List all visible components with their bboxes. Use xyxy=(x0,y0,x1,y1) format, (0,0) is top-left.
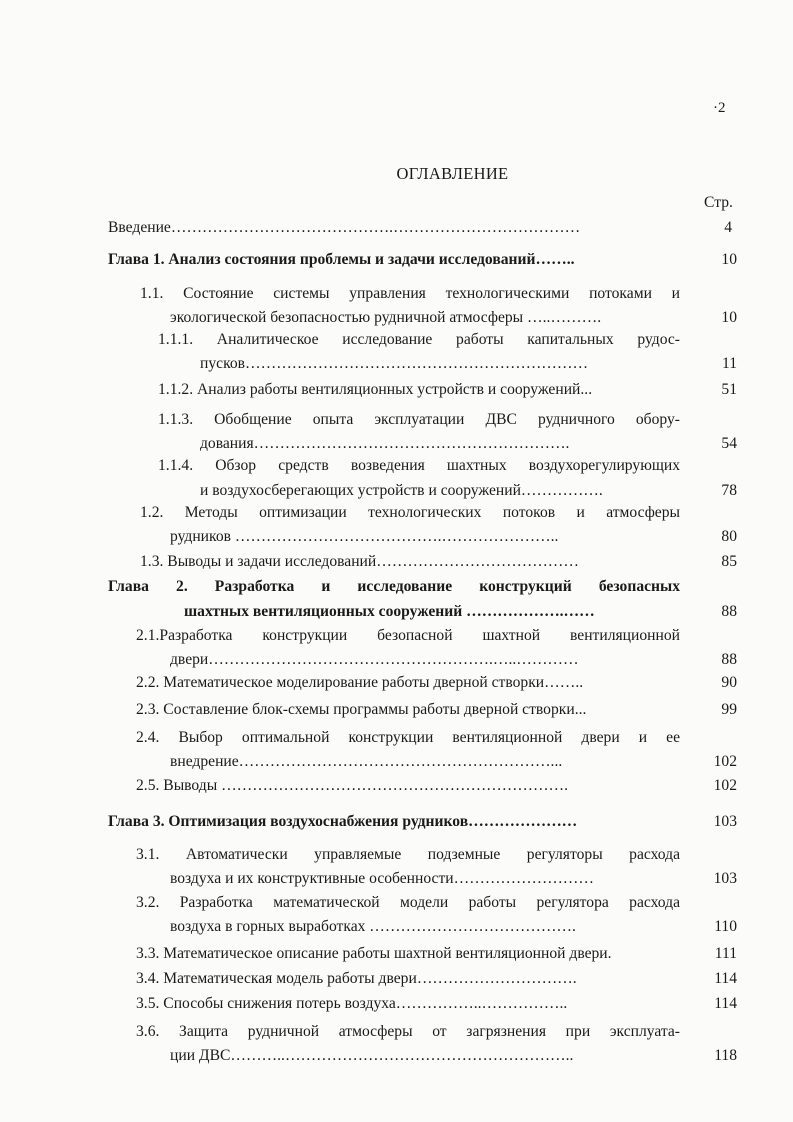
toc-entry-chapter-2-line2[interactable]: шахтных вентиляционных сооружений ……………….…… xyxy=(184,603,595,620)
toc-page-2-3: 99 xyxy=(721,701,737,718)
toc-entry-1-1-4-line1[interactable]: 1.1.4. Обзор средств возведения шахтных воздухорегулирующих xyxy=(158,457,680,474)
page-column-header: Стр. xyxy=(704,194,733,211)
toc-page-2-5: 102 xyxy=(713,777,737,794)
toc-page-1-3: 85 xyxy=(721,553,737,570)
toc-entry-1-1-line2[interactable]: экологической безопасностью рудничной атмосферы …..………. xyxy=(170,309,602,326)
toc-page-1-1-4: 78 xyxy=(721,482,737,499)
toc-page-3-4: 114 xyxy=(714,970,737,987)
toc-entry-3-2-line1[interactable]: 3.2. Разработка математической модели работы регулятора расхода xyxy=(136,894,680,911)
toc-entry-chapter-2-line1[interactable]: Глава 2. Разработка и исследование конструкций безопасных xyxy=(108,578,680,595)
toc-entry-3-3[interactable]: 3.3. Математическое описание работы шахтной вентиляционной двери. xyxy=(136,945,612,962)
toc-entry-2-2[interactable]: 2.2. Математическое моделирование работы дверной створки…….. xyxy=(136,674,584,691)
toc-entry-3-1-line2[interactable]: воздуха и их конструктивные особенности……………………… xyxy=(170,870,594,887)
toc-entry-2-1-line1[interactable]: 2.1.Разработка конструкции безопасной шахтной вентиляционной xyxy=(136,627,680,644)
toc-entry-1-2-line2[interactable]: рудников ………………………………….………………….. xyxy=(170,528,559,545)
toc-page-2-4: 102 xyxy=(713,753,737,770)
toc-page-2-1: 88 xyxy=(721,651,737,668)
page-number: ·2 xyxy=(713,100,726,116)
toc-page-1-1: 10 xyxy=(721,309,737,326)
toc-entry-1-1-1-line1[interactable]: 1.1.1. Аналитическое исследование работы капитальных рудос- xyxy=(158,331,680,348)
toc-entry-2-4-line2[interactable]: внедрение……………………………………………………... xyxy=(170,753,563,770)
toc-entry-3-1-line1[interactable]: 3.1. Автоматически управляемые подземные регуляторы расхода xyxy=(136,846,680,863)
toc-page-chapter-1: 10 xyxy=(721,251,737,268)
toc-entry-3-6-line2[interactable]: ции ДВС………..……………………………………………….. xyxy=(170,1047,574,1064)
toc-page-introduction: 4 xyxy=(724,219,732,236)
toc-entry-1-3[interactable]: 1.3. Выводы и задачи исследований………………………………… xyxy=(140,553,579,570)
toc-entry-2-4-line1[interactable]: 2.4. Выбор оптимальной конструкции вентиляционной двери и ее xyxy=(136,729,680,746)
toc-entry-3-6-line1[interactable]: 3.6. Защита рудничной атмосферы от загрязнения при эксплуата- xyxy=(136,1023,680,1040)
toc-entry-3-4[interactable]: 3.4. Математическая модель работы двери…………………………. xyxy=(136,970,577,987)
toc-entry-1-1-line1[interactable]: 1.1. Состояние системы управления технологическими потоками и xyxy=(140,285,680,302)
toc-page-3-5: 114 xyxy=(714,995,737,1012)
toc-page-chapter-2: 88 xyxy=(721,603,737,620)
toc-entry-2-3[interactable]: 2.3. Составление блок-схемы программы работы дверной створки... xyxy=(136,701,587,718)
toc-page-1-1-1: 11 xyxy=(721,355,737,372)
toc-page-3-2: 110 xyxy=(714,918,737,935)
toc-entry-1-1-3-line1[interactable]: 1.1.3. Обобщение опыта эксплуатации ДВС рудничного обору- xyxy=(158,411,680,428)
toc-page-3-1: 103 xyxy=(713,870,737,887)
toc-entry-2-1-line2[interactable]: двери……………………………………………….…..………… xyxy=(170,651,579,668)
toc-page-chapter-3: 103 xyxy=(713,813,737,830)
toc-entry-chapter-1[interactable]: Глава 1. Анализ состояния проблемы и задачи исследований…….. xyxy=(108,251,575,268)
toc-entry-1-1-4-line2[interactable]: и воздухосберегающих устройств и сооружений……………. xyxy=(200,482,603,499)
toc-page-2-2: 90 xyxy=(721,674,737,691)
toc-entry-1-2-line1[interactable]: 1.2. Методы оптимизации технологических потоков и атмосферы xyxy=(140,504,680,521)
toc-page-1-2: 80 xyxy=(721,528,737,545)
toc-entry-3-2-line2[interactable]: воздуха в горных выработках …………………………………. xyxy=(170,918,576,935)
toc-entry-3-5[interactable]: 3.5. Способы снижения потерь воздуха……………..…………….. xyxy=(136,995,568,1012)
toc-page-1-1-2: 51 xyxy=(721,381,737,398)
toc-entry-chapter-3[interactable]: Глава 3. Оптимизация воздухоснабжения рудников………………… xyxy=(108,813,578,830)
toc-entry-1-1-2[interactable]: 1.1.2. Анализ работы вентиляционных устройств и сооружений... xyxy=(158,381,593,398)
toc-entry-introduction[interactable]: Введение…………………………………….……………………………… xyxy=(108,219,581,236)
toc-page-3-6: 118 xyxy=(714,1047,737,1064)
toc-entry-2-5[interactable]: 2.5. Выводы …………………………………………………………. xyxy=(136,777,569,794)
toc-entry-1-1-3-line2[interactable]: дования……………………………………………………. xyxy=(200,435,570,452)
page-title: ОГЛАВЛЕНИЕ xyxy=(396,164,509,183)
toc-entry-1-1-1-line2[interactable]: пусков………………………………………………………… xyxy=(200,355,589,372)
toc-page-3-3: 111 xyxy=(714,945,737,962)
toc-page-1-1-3: 54 xyxy=(721,435,737,452)
